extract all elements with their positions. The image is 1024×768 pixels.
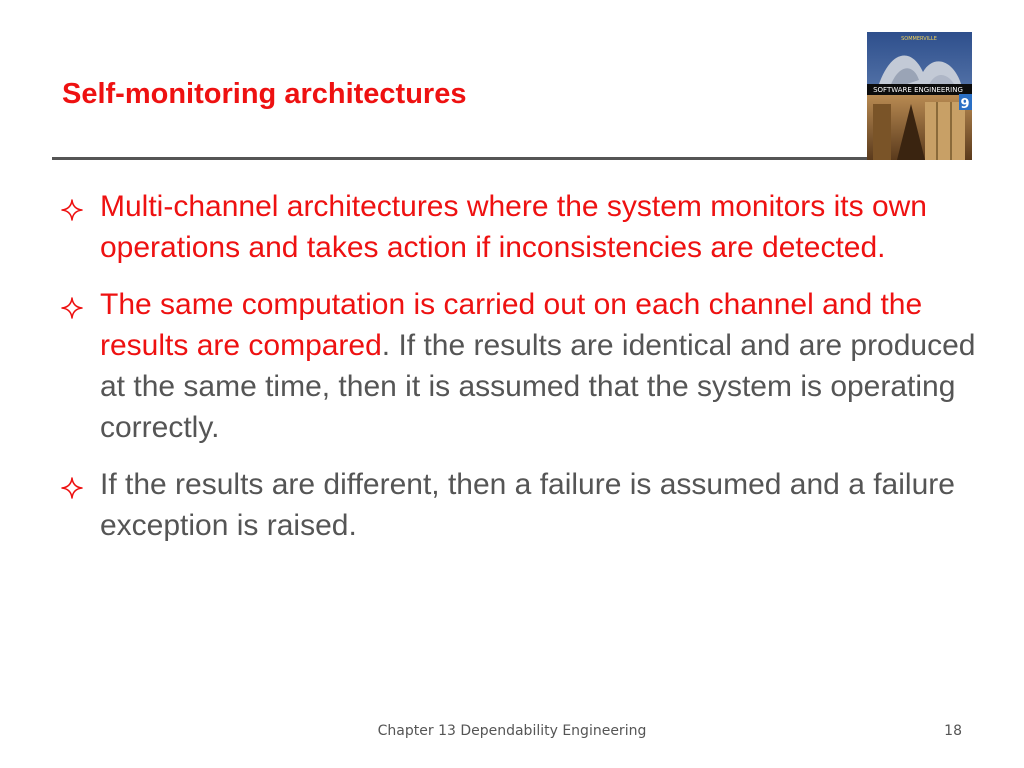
bullet-list — [60, 186, 980, 562]
bullet-item — [60, 186, 980, 268]
bullet-text: If the results are different, then a failure is assumed and a failure exception is raised. — [100, 468, 955, 542]
bullet-item — [60, 464, 980, 546]
footer-chapter: Chapter 13 Dependability Engineering — [377, 723, 647, 739]
four-point-star-icon — [60, 476, 84, 500]
cover-author: SOMMERVILLE — [901, 36, 937, 42]
title-divider — [52, 157, 867, 160]
book-cover-image — [867, 32, 972, 160]
bullet-highlight-text: Multi-channel architectures where the system monitors its own operations and takes action if inconsistencies are detected. — [100, 190, 927, 264]
bullet-text: . If the results are identical and are produced at the same time, then it is assumed that the system is operating correctly. — [100, 329, 976, 444]
bullet-item — [60, 284, 980, 448]
cover-edition: 9 — [960, 97, 970, 112]
four-point-star-icon — [60, 296, 84, 320]
four-point-star-icon — [60, 198, 84, 222]
bullet-highlight-text: The same computation is carried out on each channel and the results are compared — [100, 288, 923, 362]
cover-title: SOFTWARE ENGINEERING — [873, 86, 963, 94]
slide-title: Self-monitoring architectures — [62, 78, 467, 110]
page-number: 18 — [944, 723, 962, 739]
